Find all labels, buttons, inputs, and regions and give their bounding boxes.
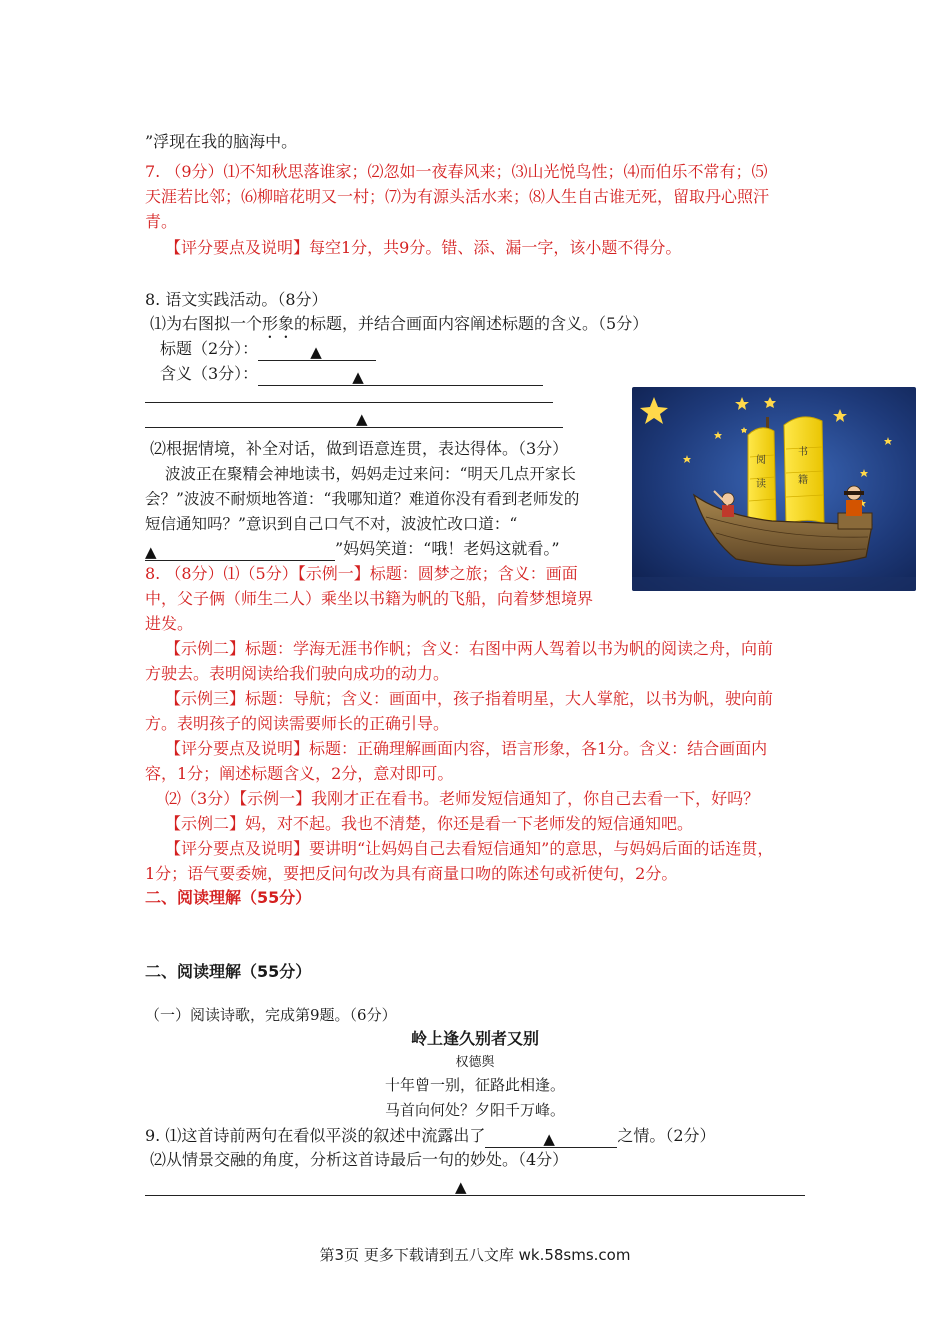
answer-line: 进发。 — [145, 614, 194, 633]
scoring-note: 【评分要点及说明】标题：正确理解画面内容，语言形象，各1分。含义：结合画面内 — [165, 739, 768, 758]
text-line: ”浮现在我的脑海中。 — [145, 132, 298, 151]
sub-section-heading: （一）阅读诗歌，完成第9题。（6分） — [145, 1006, 397, 1024]
scoring-note: 容，1分；阐述标题含义，2分，意对即可。 — [145, 764, 454, 783]
poem-title: 岭上逢久别者又别 — [410, 1029, 539, 1048]
answer-blank[interactable]: ▲ — [145, 542, 335, 561]
poem-line: 马首向何处？夕阳千万峰。 — [384, 1101, 565, 1119]
blank-marker: ▲ — [455, 1178, 467, 1196]
question-text: ⑵根据情境，补全对话，做到语意连贯，表达得体。（3分） — [150, 439, 569, 458]
answer-line-blank[interactable] — [145, 402, 553, 403]
answer-blank[interactable]: ▲ — [485, 1129, 617, 1148]
question-text: 波波正在聚精会神地读书，妈妈走过来问：“明天几点开家长 — [165, 465, 576, 483]
answer-line: ⑵（3分）【示例一】我刚才正在看书。老师发短信通知了，你自己去看一下，好吗？ — [165, 789, 760, 808]
question-text: ⑴为右图拟一个形象的标题，并结合画面内容阐述标题的含义。（5分） — [150, 314, 649, 333]
meaning-answer-row: 含义（3分）： ▲ — [160, 362, 543, 386]
section-heading: 二、阅读理解（55分） — [145, 962, 312, 981]
blank-marker: ▲ — [356, 410, 368, 428]
answer-line: 8. （8分）⑴（5分）【示例一】标题：圆梦之旅；含义：画面 — [145, 564, 578, 583]
answer-line: 方驶去。表明阅读给我们驶向成功的动力。 — [145, 664, 450, 683]
answer-blank[interactable]: ▲ — [258, 367, 543, 386]
question-9-2: ⑵从情景交融的角度，分析这首诗最后一句的妙处。（4分） — [150, 1150, 569, 1169]
sail-text-left-2: 读 — [756, 479, 766, 490]
question-9-1: 9. ⑴这首诗前两句在看似平淡的叙述中流露出了 ▲ 之情。（2分） — [145, 1126, 716, 1148]
answer-line: 中，父子俩（师生二人）乘坐以书籍为帆的飞船，向着梦想境界 — [145, 589, 594, 608]
illustration-svg — [632, 387, 916, 591]
scoring-note: 【评分要点及说明】每空1分，共9分。错、添、漏一字，该小题不得分。 — [165, 238, 682, 257]
answer-line: 方。表明孩子的阅读需要师长的正确引导。 — [145, 714, 450, 733]
answer-line: 【示例三】标题：导航；含义：画面中，孩子指着明星，大人掌舵，以书为帆，驶向前 — [165, 689, 774, 708]
answer-line: 7. （9分）⑴不知秋思落谁家；⑵忽如一夜春风来；⑶山光悦鸟性；⑷而伯乐不常有；⑸ — [145, 162, 768, 181]
sail-text-left-1: 阅 — [756, 455, 766, 466]
answer-line: 天涯若比邻；⑹柳暗花明又一村；⑺为有源头活水来；⑻人生自古谁无死，留取丹心照汗 — [145, 187, 770, 206]
book-sail-ship-illustration — [632, 387, 916, 591]
poem-author: 权德舆 — [455, 1055, 495, 1070]
sail-text-right-2: 籍 — [798, 475, 808, 486]
question-heading: 8. 语文实践活动。（8分） — [145, 290, 328, 309]
page-footer: 第3页 更多下载请到五八文库 wk.58sms.com — [319, 1246, 631, 1264]
dialogue-blank-row: ▲ ”妈妈笑道：“哦！老妈这就看。” — [145, 539, 560, 561]
answer-blank[interactable]: ▲ — [258, 342, 376, 361]
question-text: 会？”波波不耐烦地答道：“我哪知道？难道你没有看到老师发的 — [145, 490, 580, 508]
answer-line: 【示例二】标题：学海无涯书作帆；含义：右图中两人驾着以书为帆的阅读之舟，向前 — [165, 639, 774, 658]
scoring-note: 1分；语气要委婉，要把反问句改为具有商量口吻的陈述句或祈使句，2分。 — [145, 864, 678, 883]
answer-line-blank[interactable] — [145, 427, 563, 428]
poem-line: 十年曾一别，征路此相逢。 — [384, 1076, 565, 1094]
answer-line: 青。 — [145, 212, 178, 231]
sail-text-right-1: 书 — [798, 447, 808, 458]
answer-line-blank[interactable] — [145, 1195, 805, 1196]
scoring-note: 【评分要点及说明】要讲明“让妈妈自己去看短信通知”的意思，与妈妈后面的话连贯， — [165, 839, 774, 858]
section-heading: 二、阅读理解（55分） — [145, 888, 312, 907]
answer-line: 【示例二】妈，对不起。我也不清楚，你还是看一下老师发的短信通知吧。 — [165, 814, 694, 833]
title-answer-row: 标题（2分）： ▲ — [160, 337, 376, 361]
question-text: 短信通知吗？”意识到自己口气不对，波波忙改口道：“ — [145, 515, 518, 533]
